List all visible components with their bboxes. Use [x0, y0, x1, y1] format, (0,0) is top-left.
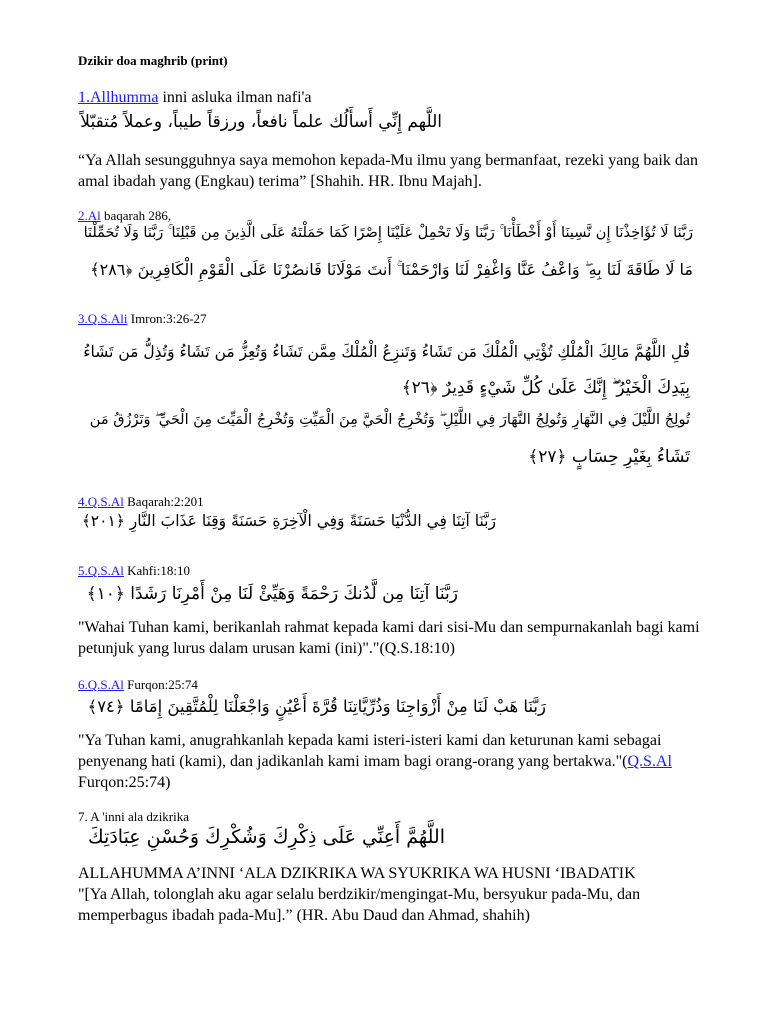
section-2-link[interactable]: 2.Al [78, 208, 101, 223]
section-5-link[interactable]: 5.Q.S.Al [78, 563, 124, 578]
section-4-link[interactable]: 4.Q.S.Al [78, 494, 124, 509]
section-2-title: baqarah 286, [100, 208, 172, 223]
section-7-heading: 7. A 'inni ala dzikrika [78, 809, 190, 824]
section-3-heading [78, 311, 207, 327]
section-1-title: inni asluka ilman nafi'a [158, 89, 312, 106]
section-1-translation: “Ya Allah sesungguhnya saya memohon kepada-Mu ilmu yang bermanfaat, rezeki yang baik dan amal ibadah yang (Engkau) terima” [Shahih. HR. Ibnu Majah]. [78, 152, 698, 190]
section-6-arabic: رَبَّنَا هَبْ لَنَا مِنْ أَزْوَاجِنَا وَذُرِّيَّاتِنَا قُرَّةَ أَعْيُنٍ وَاجْعَلْنَا لِلْمُتَّقِينَ إِمَامًا ﴿٧٤﴾ [87, 697, 546, 716]
section-2-heading [78, 208, 171, 224]
section-5-title: Kahfi:18:10 [123, 563, 190, 578]
section-2-arabic-line-2: مَا لَا طَاقَةَ لَنَا بِهِ ۖ وَاعْفُ عَنَّا وَاغْفِرْ لَنَا وَارْحَمْنَا ۚ أَنتَ مَوْلَانَا فَانصُرْنَا عَلَى الْقَوْمِ الْكَافِرِينَ ﴿٢٨٦﴾ [90, 260, 693, 279]
section-6-translation-text: "Ya Tuhan kami, anugrahkanlah kepada kami isteri-isteri kami dan keturunan kami sebagai penyenang hati (kami), dan jadikanlah kami imam bagi orang-orang yang bertakwa."( [78, 732, 662, 770]
section-7-transliteration: ALLAHUMMA A’INNI ‘ALA DZIKRIKA WA SYUKRIKA WA HUSNI ‘IBADATIK [78, 865, 636, 882]
section-5-heading [78, 563, 190, 579]
section-1-link[interactable]: 1.Allhumma [78, 89, 159, 106]
section-7-translation: "[Ya Allah, tolonglah aku agar selalu berdzikir/mengingat-Mu, bersyukur pada-Mu, dan memperbagus ibadah pada-Mu].” (HR. Abu Daud dan Ahmad, shahih) [78, 886, 641, 924]
section-3-arabic-line-3: تُولِجُ اللَّيْلَ فِي النَّهَارِ وَتُولِجُ النَّهَارَ فِي اللَّيْلِ ۖ وَتُخْرِجُ الْحَيَّ مِنَ الْمَيِّتِ وَتُخْرِجُ الْمَيِّتَ مِنَ الْحَيِّ ۖ وَتَرْزُقُ مَن [89, 412, 690, 428]
section-1-heading [78, 89, 312, 107]
section-7-arabic: اللَّهُمَّ أَعِنِّي عَلَى ذِكْرِكَ وَشُكْرِكَ وَحُسْنِ عِبَادَتِكَ [88, 826, 445, 848]
section-3-arabic-line-1: قُلِ اللَّهُمَّ مَالِكَ الْمُلْكِ تُؤْتِي الْمُلْكَ مَن تَشَاءُ وَتَنزِعُ الْمُلْكَ مِمَّن تَشَاءُ وَتُعِزُّ مَن تَشَاءُ وَتُذِلُّ مَن تَشَاءُ [83, 343, 690, 361]
section-4-heading [78, 494, 204, 510]
section-4-title: Baqarah:2:201 [123, 494, 204, 509]
section-5-arabic: رَبَّنَا آتِنَا مِن لَّدُنكَ رَحْمَةً وَهَيِّئْ لَنَا مِنْ أَمْرِنَا رَشَدًا ﴿١٠﴾ [86, 584, 458, 604]
section-4-arabic: رَبَّنَا آتِنَا فِي الدُّنْيَا حَسَنَةً وَفِي الْآخِرَةِ حَسَنَةً وَقِنَا عَذَابَ النَّارِ ﴿٢٠١﴾ [81, 512, 496, 530]
section-6-translation [78, 730, 718, 793]
section-3-arabic-line-2: بِيَدِكَ الْخَيْرُ ۖ إِنَّكَ عَلَىٰ كُلِّ شَيْءٍ قَدِيرٌ ﴿٢٦﴾ [401, 378, 690, 398]
section-3-link[interactable]: 3.Q.S.Ali [78, 311, 128, 326]
section-1-arabic: اللَّهم إِنِّي أَسأَلُك علماً نافعاً، ورزقاً طيباً، وعملاً مُتقبّلاً [80, 112, 442, 132]
section-6-title: Furqon:25:74 [123, 677, 198, 692]
section-6-link[interactable]: 6.Q.S.Al [78, 677, 124, 692]
section-2-arabic-line-1: رَبَّنَا لَا تُؤَاخِذْنَا إِن نَّسِينَا أَوْ أَخْطَأْنَا ۚ رَبَّنَا وَلَا تَحْمِلْ عَلَيْنَا إِصْرًا كَمَا حَمَلْتَهُ عَلَى الَّذِينَ مِن قَبْلِنَا ۚ رَبَّنَا وَلَا تُحَمِّلْنَا [83, 225, 693, 241]
section-3-title: Imron:3:26-27 [127, 311, 207, 326]
section-5-translation: "Wahai Tuhan kami, berikanlah rahmat kepada kami dari sisi-Mu dan sempurnakanlah bagi kami petunjuk yang lurus dalam urusan kami (ini)"."(Q.S.18:10) [78, 619, 700, 657]
document-title: Dzikir doa maghrib (print) [78, 53, 228, 68]
section-6-translation-tail: Furqon:25:74) [78, 774, 171, 791]
section-6-inline-link[interactable]: Q.S.Al [627, 753, 672, 770]
section-3-arabic-line-4: تَشَاءُ بِغَيْرِ حِسَابٍ ﴿٢٧﴾ [528, 447, 690, 467]
section-6-heading [78, 677, 198, 693]
